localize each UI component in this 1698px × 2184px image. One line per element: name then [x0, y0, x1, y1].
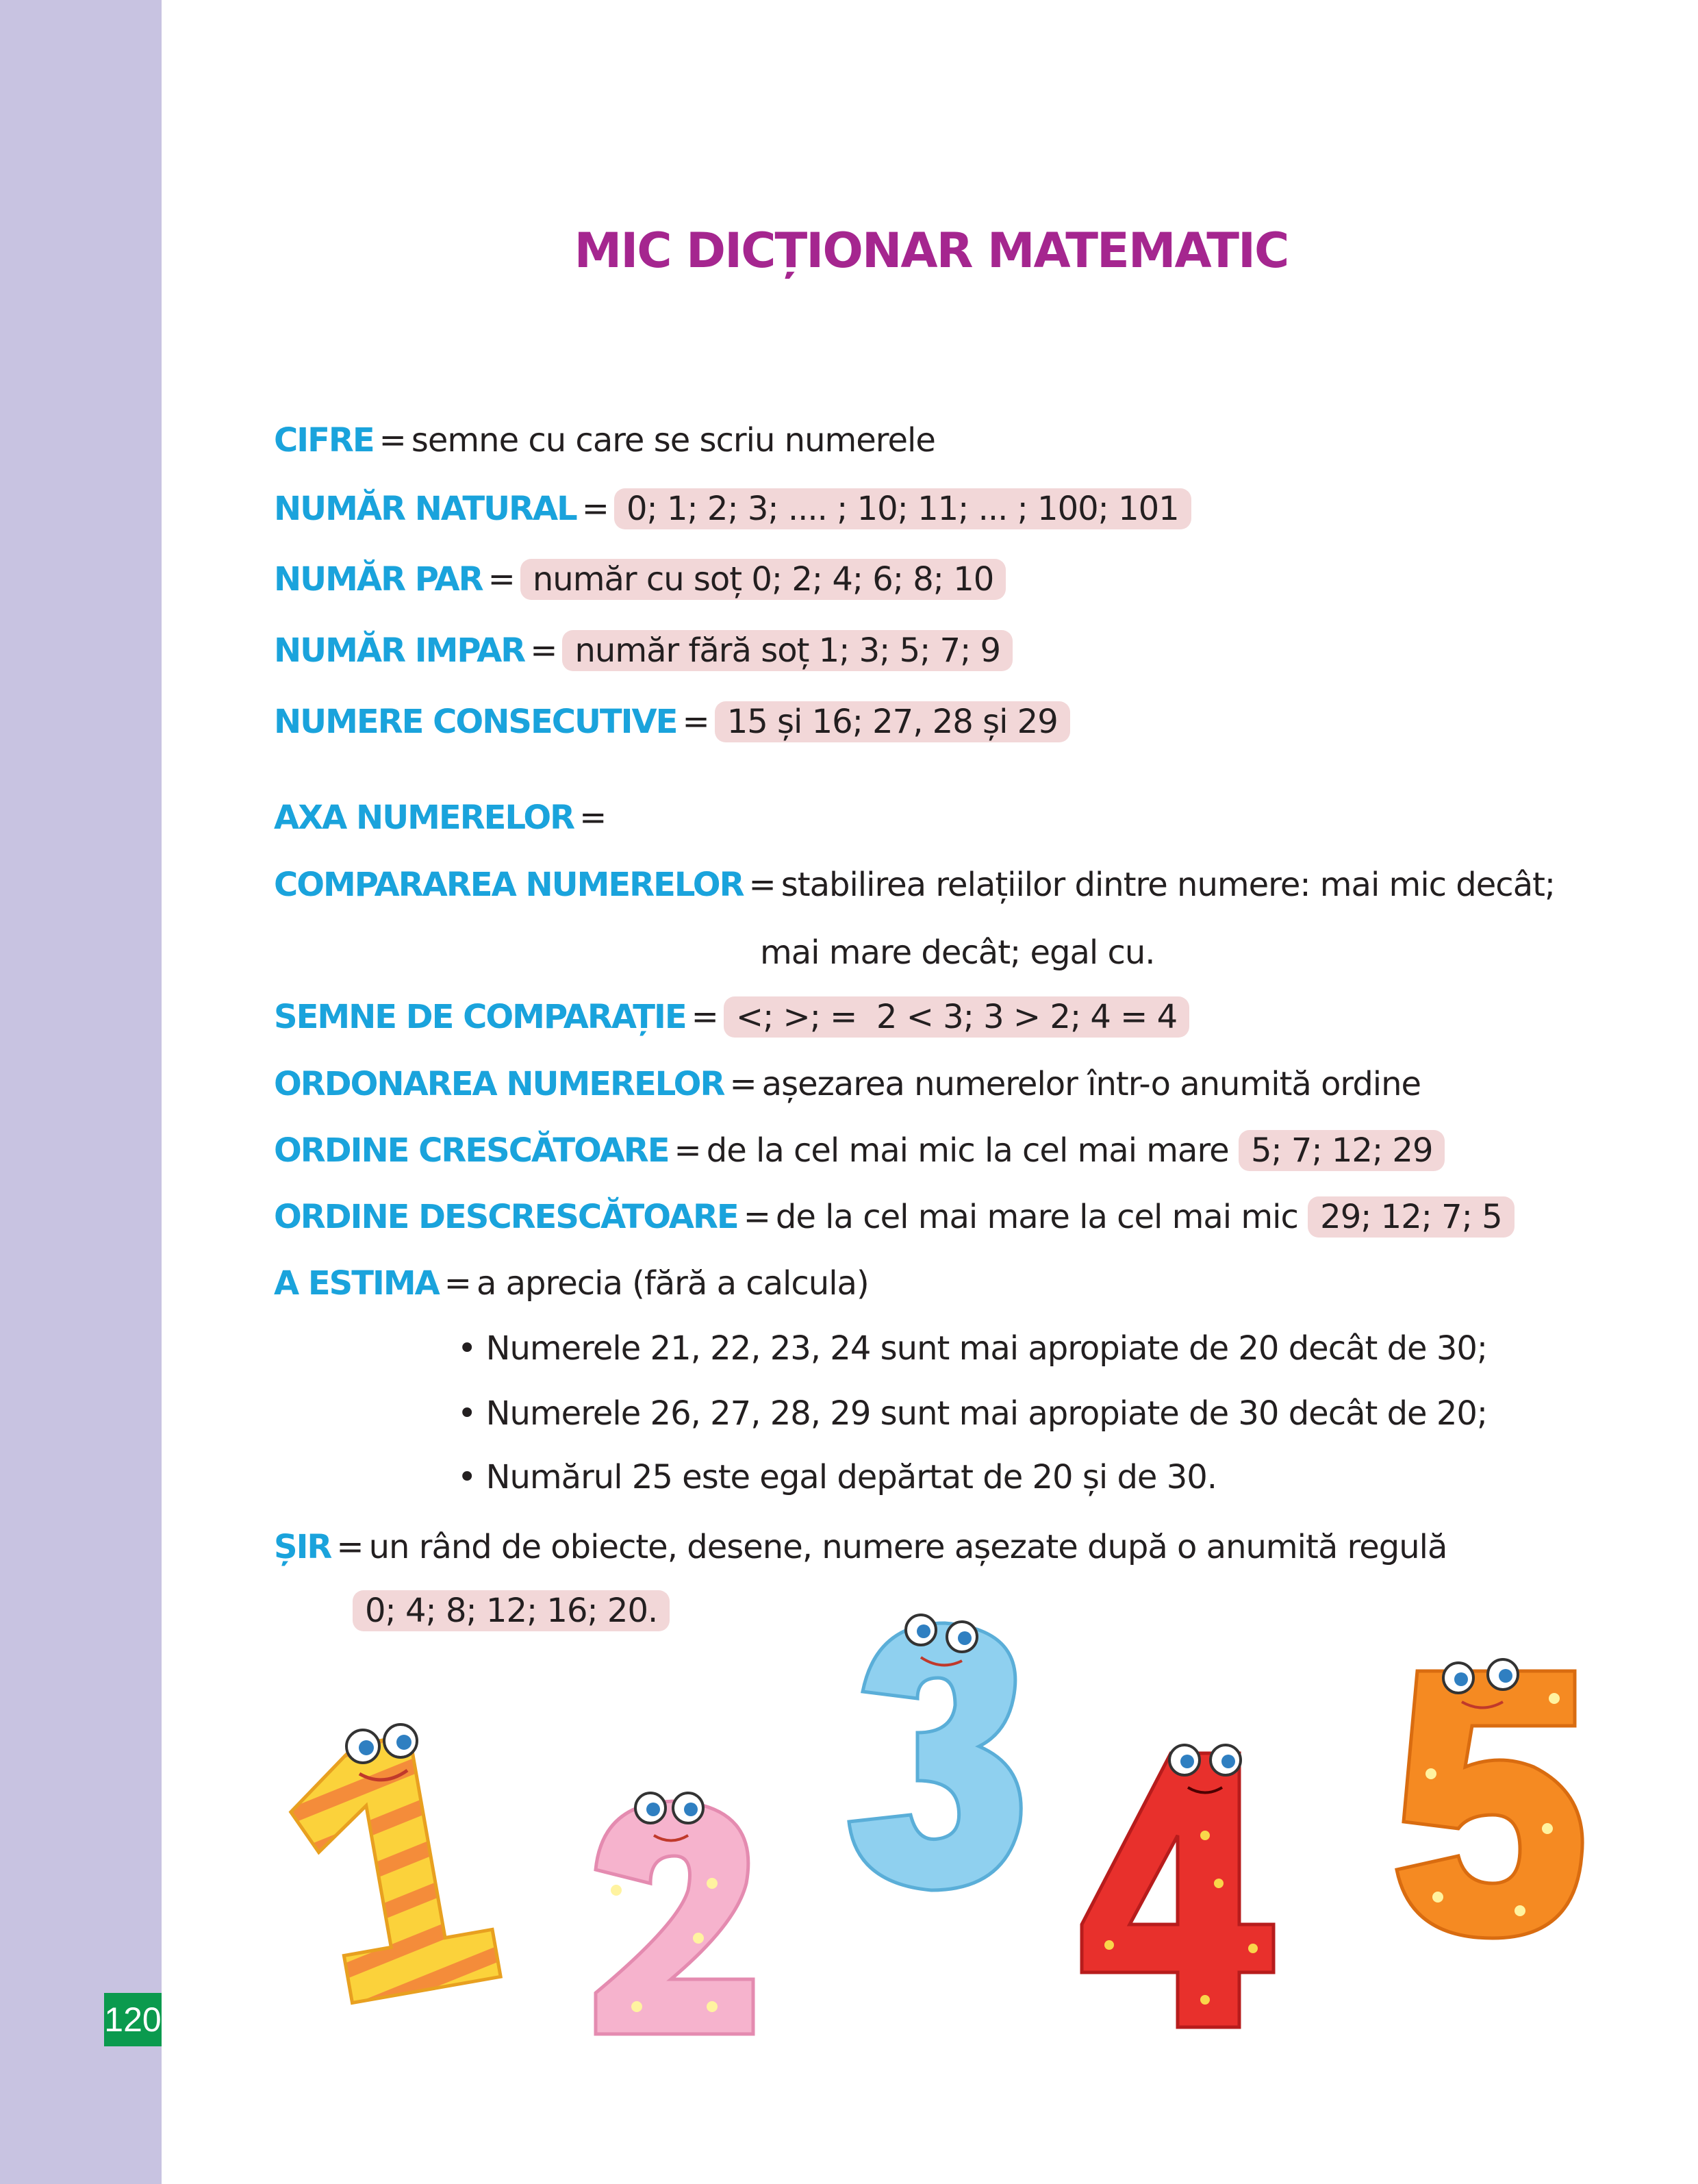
- equals-sign: =: [487, 560, 515, 599]
- entry-ordonarea: [274, 1059, 1421, 1109]
- equals-sign: =: [379, 421, 406, 460]
- definition: a aprecia (fără a calcula): [476, 1264, 869, 1303]
- entry-numar-impar: [274, 626, 1013, 675]
- term: NUMĂR PAR: [274, 560, 483, 599]
- cartoon-digit-two: [575, 1787, 781, 2048]
- equals-sign: =: [444, 1264, 471, 1303]
- estima-bullet: • Numerele 21, 22, 23, 24 sunt mai apropiate de 20 decât de 30;: [457, 1329, 1488, 1368]
- term: AXA NUMERELOR: [274, 799, 574, 837]
- equals-sign: =: [530, 631, 557, 670]
- example-highlight: 15 și 16; 27, 28 și 29: [715, 701, 1070, 742]
- cartoon-digit-four: [1068, 1726, 1287, 2041]
- cartoon-digit-five: [1383, 1650, 1602, 1952]
- term: NUMERE CONSECUTIVE: [274, 703, 677, 741]
- entry-semne: [274, 992, 1189, 1042]
- definition-line-1: stabilirea relațiilor dintre numere: mai mic decât;: [781, 866, 1556, 904]
- page-number: 120: [104, 1993, 162, 2046]
- term: SEMNE DE COMPARAȚIE: [274, 998, 686, 1036]
- entry-compararea: [274, 860, 1555, 909]
- term: NUMĂR IMPAR: [274, 631, 525, 670]
- example-highlight: 29; 12; 7; 5: [1308, 1196, 1515, 1238]
- definition: de la cel mai mic la cel mai mare: [706, 1131, 1229, 1170]
- term: A ESTIMA: [274, 1264, 439, 1303]
- equals-sign: =: [581, 490, 609, 528]
- entry-sir: [274, 1522, 1447, 1572]
- term: ORDINE CRESCĂTOARE: [274, 1131, 669, 1170]
- definition: așezarea numerelor într-o anumită ordine: [761, 1065, 1421, 1103]
- equals-sign: =: [743, 1198, 770, 1236]
- entry-axa-numerelor: [274, 793, 611, 842]
- entry-descrescatoare: [274, 1192, 1515, 1242]
- equals-sign: =: [682, 703, 709, 741]
- cartoon-digit-three: [835, 1609, 1041, 1897]
- definition: un rând de obiecte, desene, numere așezate după o anumită regulă: [368, 1528, 1447, 1566]
- equals-sign: =: [691, 998, 718, 1036]
- example-highlight: <; >; = 2 < 3; 3 > 2; 4 = 4: [724, 996, 1189, 1038]
- equals-sign: =: [748, 866, 776, 904]
- term: CIFRE: [274, 421, 374, 460]
- definition-line-2: mai mare decât; egal cu.: [760, 933, 1155, 972]
- term: ORDONAREA NUMERELOR: [274, 1065, 724, 1103]
- example-highlight: 5; 7; 12; 29: [1239, 1130, 1445, 1171]
- entry-numere-consecutive: [274, 697, 1070, 746]
- page-title: MIC DICȚIONAR MATEMATIC: [574, 223, 1289, 279]
- example-highlight: număr cu soț 0; 2; 4; 6; 8; 10: [520, 559, 1006, 600]
- left-margin-band: [0, 0, 162, 2184]
- term: NUMĂR NATURAL: [274, 490, 576, 528]
- entry-estima: [274, 1259, 869, 1308]
- estima-bullet: • Numărul 25 este egal depărtat de 20 și de 30.: [457, 1458, 1217, 1496]
- entry-crescatoare: [274, 1126, 1445, 1175]
- term: ȘIR: [274, 1528, 331, 1566]
- term: COMPARAREA NUMERELOR: [274, 866, 744, 904]
- cartoon-digit-one: [274, 1712, 520, 2013]
- entry-numar-natural: [274, 484, 1191, 534]
- equals-sign: =: [729, 1065, 757, 1103]
- equals-sign: =: [674, 1131, 701, 1170]
- example-highlight: 0; 4; 8; 12; 16; 20.: [353, 1590, 670, 1631]
- equals-sign: =: [336, 1528, 364, 1566]
- estima-bullet: • Numerele 26, 27, 28, 29 sunt mai apropiate de 30 decât de 20;: [457, 1394, 1488, 1433]
- definition: semne cu care se scriu numerele: [411, 421, 935, 460]
- term: ORDINE DESCRESCĂTOARE: [274, 1198, 738, 1236]
- entry-cifre: [274, 416, 935, 465]
- entry-compararea-continued: [760, 928, 1155, 977]
- entry-numar-par: [274, 555, 1006, 604]
- example-highlight: 0; 1; 2; 3; .... ; 10; 11; ... ; 100; 101: [614, 488, 1191, 529]
- definition: de la cel mai mare la cel mai mic: [775, 1198, 1298, 1236]
- equals-sign: =: [579, 799, 607, 837]
- example-highlight: număr fără soț 1; 3; 5; 7; 9: [562, 630, 1013, 671]
- entry-sir-example: [353, 1586, 670, 1635]
